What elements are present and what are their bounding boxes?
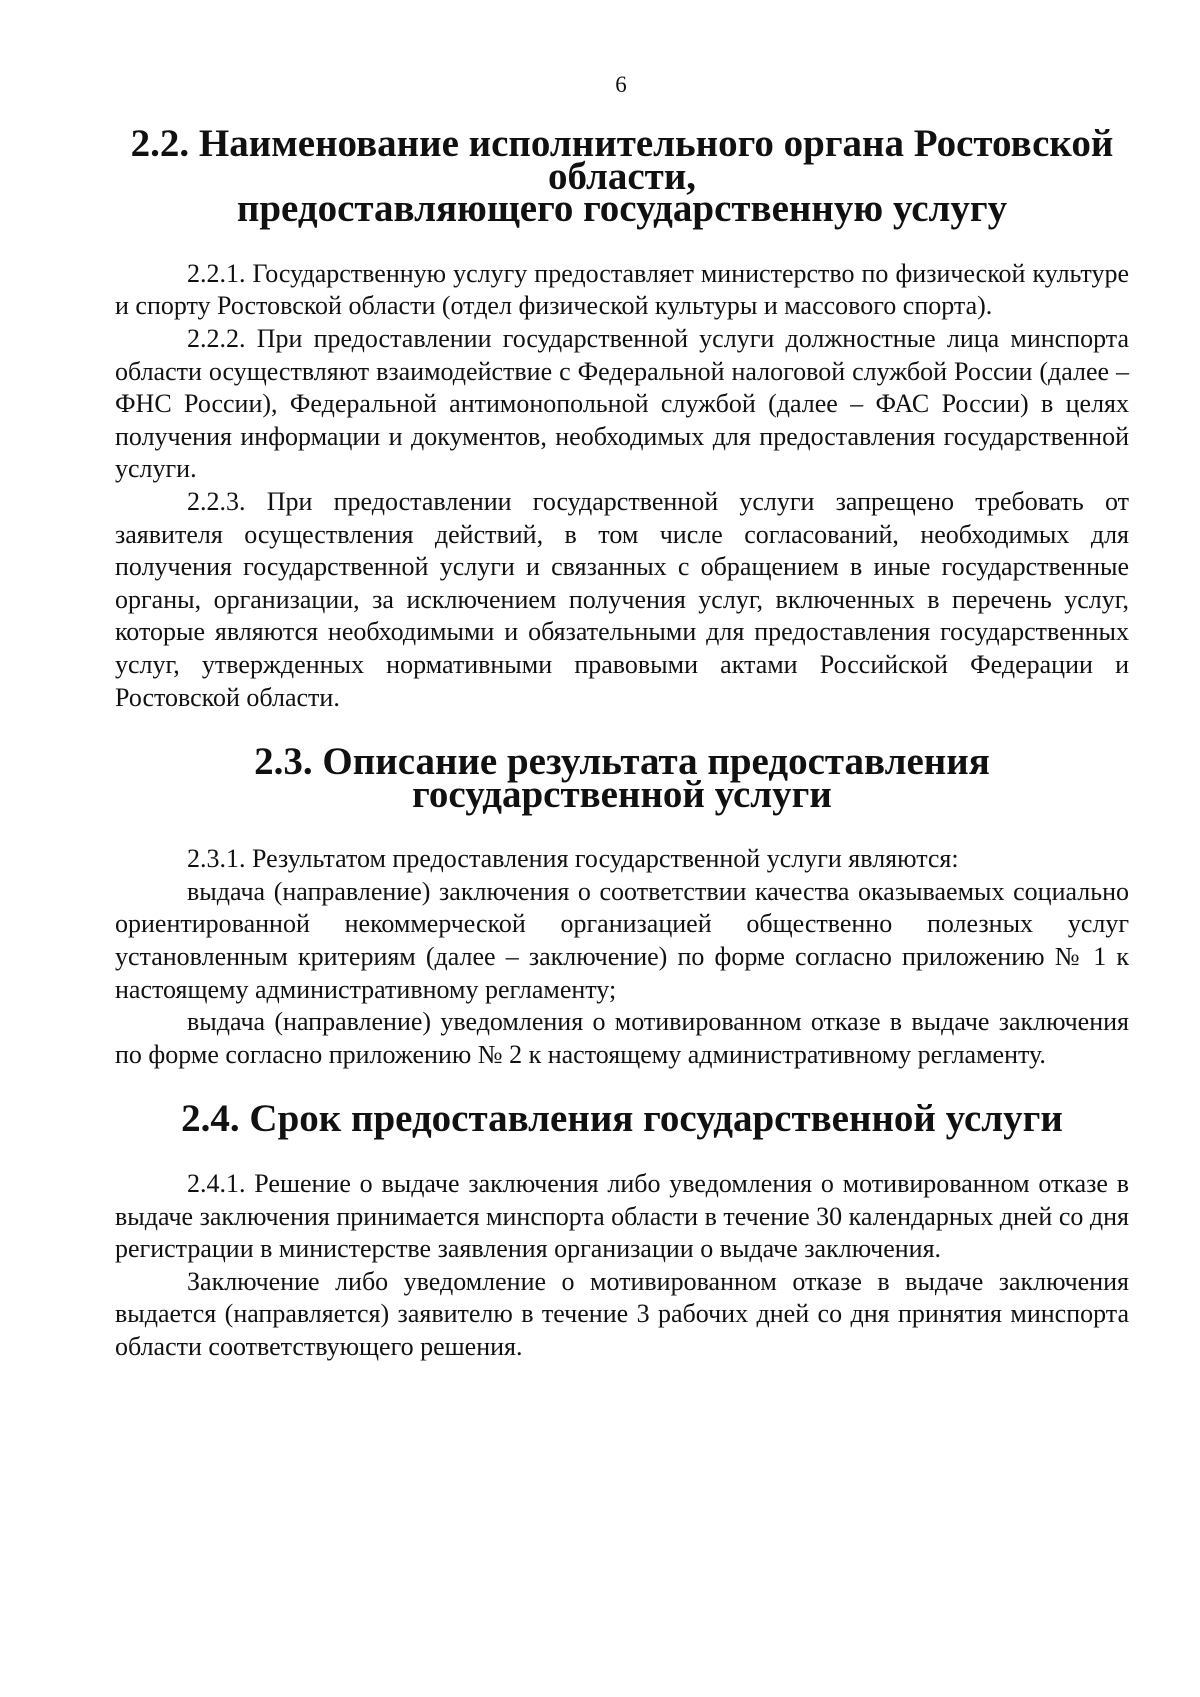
- section-title-line: 2.3. Описание результата предоставления государственной услуги: [254, 740, 990, 816]
- paragraph: выдача (направление) уведомления о мотивированном отказе в выдаче заключения по форме согласно приложению № 2 к настоящему административному регламенту.: [115, 1007, 1129, 1069]
- section-title: [115, 1097, 1129, 1141]
- section-title: [115, 122, 1129, 231]
- paragraph: выдача (направление) заключения о соответствии качества оказываемых социально ориентированной некоммерческой организацией общественно полезных услуг установленным критериям (далее – заключение) по форме согласно приложению № 1 к настоящему административному регламенту;: [115, 876, 1129, 1004]
- paragraph: 2.2.3. При предоставлении государственной услуги запрещено требовать от заявителя осуществления действий, в том числе согласований, необходимых для получения государственной услуги и связанных с обращением в иные государственные органы, организации, за исключением получения услуг, включенных в перечень услуг, которые являются необходимыми и обязательными для предоставления государственных услуг, утвержденных нормативными правовыми актами Российской Федерации и Ростовской области.: [115, 486, 1129, 712]
- section-title-line: 2.4. Срок предоставления государственной услуги: [181, 1097, 1063, 1141]
- section-2-3: [115, 740, 1129, 1071]
- paragraph: 2.3.1. Результатом предоставления государственной услуги являются:: [187, 844, 959, 874]
- section-title-line: 2.2. Наименование исполнительного органа Ростовской области,: [130, 122, 1114, 198]
- paragraph: 2.2.2. При предоставлении государственной услуги должностные лица минспорта области осуществляют взаимодействие с Федеральной налоговой службой России (далее – ФНС России), Федеральной антимонопольной службой (далее – ФАС России) в целях получения информации и документов, необходимых для предоставления государственной услуги.: [115, 323, 1129, 484]
- document-body: [115, 122, 1129, 1364]
- paragraph: 2.2.1. Государственную услугу предоставляет министерство по физической культуре и спорту Ростовской области (отдел физической культуры и массового спорта).: [115, 258, 1129, 321]
- section-title: [115, 740, 1129, 816]
- paragraph: 2.4.1. Решение о выдаче заключения либо уведомления о мотивированном отказе в выдаче заключения принимается минспорта области в течение 30 календарных дней со дня регистрации в министерстве заявления организации о выдаче заключения.: [115, 1169, 1129, 1264]
- paragraph: Заключение либо уведомление о мотивированном отказе в выдаче заключения выдается (направляется) заявителю в течение 3 рабочих дней со дня принятия минспорта области соответствующего решения.: [115, 1266, 1129, 1361]
- section-2-2: [115, 122, 1129, 714]
- section-title-line: предоставляющего государственную услугу: [236, 187, 1008, 231]
- page-number: 6: [615, 72, 627, 97]
- section-2-4: [115, 1097, 1129, 1363]
